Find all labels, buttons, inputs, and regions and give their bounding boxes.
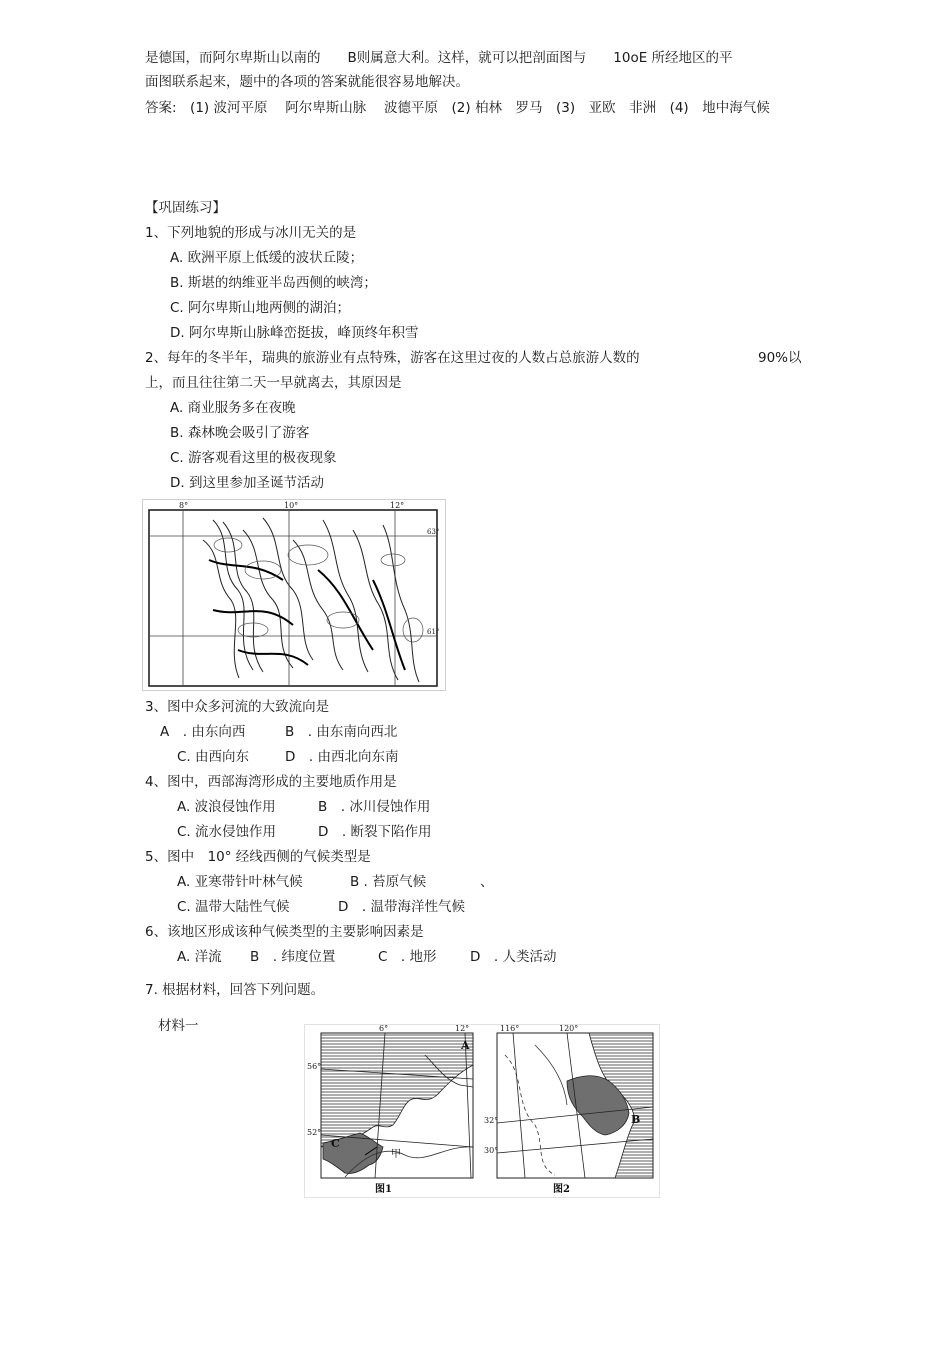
- fig1-mark-a: A: [461, 1039, 470, 1052]
- q5-option-a: A. 亚寒带针叶林气候: [177, 874, 303, 890]
- q1-option-c: C. 阿尔卑斯山地两侧的湖泊；: [170, 300, 351, 316]
- material-label: 材料一: [158, 1018, 199, 1034]
- map1-top-label: 8°: [179, 501, 189, 510]
- q1-option-b: B. 斯堪的纳维亚半岛西侧的峡湾；: [170, 275, 377, 291]
- q5-option-b: B . 苔原气候: [350, 874, 427, 890]
- q5-option-d: D . 温带海洋性气候: [338, 899, 465, 915]
- fig2-top-label: 116°: [500, 1025, 520, 1033]
- q1-stem: 1、下列地貌的形成与冰川无关的是: [145, 225, 357, 241]
- q1-option-d: D. 阿尔卑斯山脉峰峦挺拔，峰顶终年积雪: [170, 325, 419, 341]
- map1-right-label: 61°: [427, 628, 440, 636]
- map1-right-label: 63°: [427, 528, 440, 536]
- q6-stem: 6、该地区形成该种气候类型的主要影响因素是: [145, 924, 424, 940]
- fig2-caption: 图2: [553, 1184, 570, 1195]
- answer-line: 答案: (1) 波河平原 阿尔卑斯山脉 波德平原 (2) 柏林 罗马 (3) 亚欧 非洲 (4) 地中海气候: [145, 100, 770, 116]
- q4-option-c: C. 流水侵蚀作用: [177, 824, 277, 840]
- fig2-left-label: 30°: [484, 1146, 499, 1155]
- figure-1-map: [307, 1025, 473, 1195]
- figure-2-map: [484, 1025, 653, 1195]
- q4-stem: 4、图中，西部海湾形成的主要地质作用是: [145, 774, 397, 790]
- q2-stem-c: 上，而且往往第二天一早就离去，其原因是: [145, 375, 402, 391]
- q6-option-d: D . 人类活动: [470, 949, 557, 965]
- q2-option-c: C. 游客观看这里的极夜现象: [170, 450, 337, 466]
- q3-option-d: D . 由西北向东南: [285, 749, 399, 765]
- q5-stem: 5、图中 10° 经线西侧的气候类型是: [145, 849, 371, 865]
- q3-option-a: A . 由东向西: [160, 724, 246, 740]
- q1-option-a: A. 欧洲平原上低缓的波状丘陵；: [170, 250, 364, 266]
- q6-option-c: C . 地形: [378, 949, 437, 965]
- q5-separator: 、: [480, 874, 494, 890]
- practice-heading: 【巩固练习】: [145, 200, 226, 216]
- fig1-top-label: 6°: [379, 1025, 389, 1033]
- fig1-left-label: 56°: [307, 1062, 322, 1071]
- q3-stem: 3、图中众多河流的大致流向是: [145, 699, 330, 715]
- fig2-mark-b: B: [631, 1113, 641, 1126]
- q4-option-d: D . 断裂下陷作用: [318, 824, 432, 840]
- q2-option-b: B. 森林晚会吸引了游客: [170, 425, 310, 441]
- q2-stem-b: 90%以: [758, 350, 802, 366]
- q4-option-b: B . 冰川侵蚀作用: [318, 799, 431, 815]
- q2-stem-a: 2、每年的冬半年，瑞典的旅游业有点特殊，游客在这里过夜的人数占总旅游人数的: [145, 350, 640, 366]
- fig2-top-label: 120°: [559, 1025, 579, 1033]
- map1-top-label: 12°: [390, 501, 405, 510]
- q5-option-c: C. 温带大陆性气候: [177, 899, 290, 915]
- q2-option-d: D. 到这里参加圣诞节活动: [170, 475, 324, 491]
- fig2-left-label: 32°: [484, 1116, 499, 1125]
- fig1-left-label: 52°: [307, 1128, 322, 1137]
- fig1-mark-c: C: [331, 1137, 340, 1150]
- q6-option-b: B . 纬度位置: [250, 949, 336, 965]
- map1-top-label: 10°: [284, 501, 299, 510]
- material-maps: [304, 1024, 660, 1198]
- fig1-top-label: 12°: [455, 1025, 470, 1033]
- intro-line-1: 是德国，而阿尔卑斯山以南的 B则属意大利。这样，就可以把剖面图与 10oE 所经地区的平: [145, 50, 733, 66]
- topographic-map: [142, 499, 446, 691]
- q2-option-a: A. 商业服务多在夜晚: [170, 400, 296, 416]
- fig1-mark-jia: 甲: [391, 1149, 401, 1160]
- intro-line-2: 面图联系起来，题中的各项的答案就能很容易地解决。: [145, 74, 469, 90]
- q4-option-a: A. 波浪侵蚀作用: [177, 799, 276, 815]
- q3-option-b: B . 由东南向西北: [285, 724, 398, 740]
- fig1-caption: 图1: [375, 1184, 392, 1195]
- q6-option-a: A. 洋流: [177, 949, 222, 965]
- q3-option-c: C. 由西向东: [177, 749, 250, 765]
- q7-stem: 7. 根据材料，回答下列问题。: [145, 982, 325, 998]
